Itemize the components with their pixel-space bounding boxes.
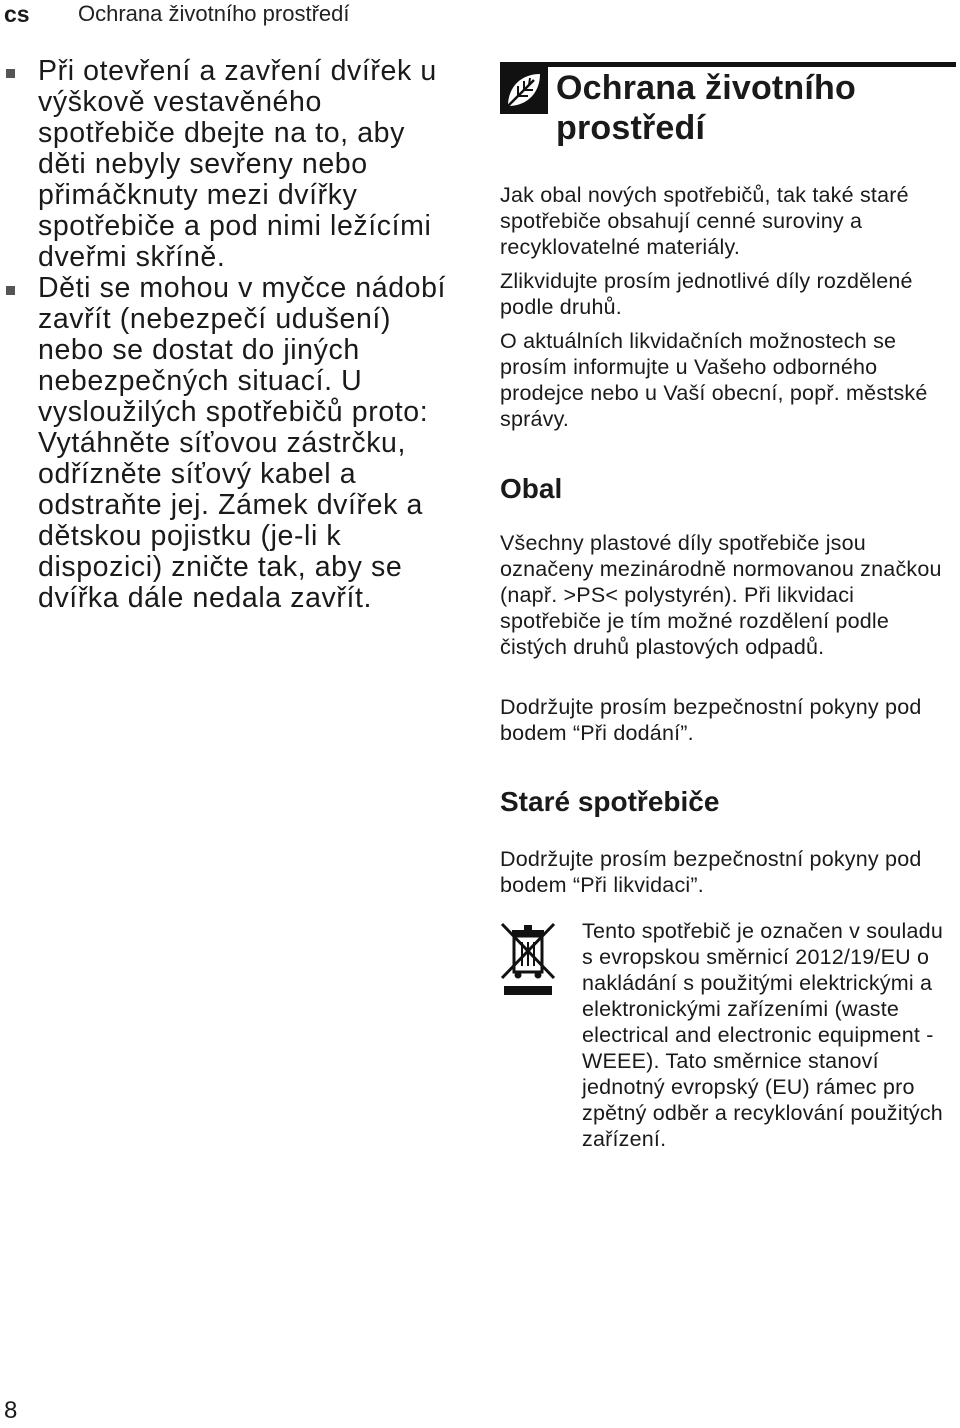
list-item-text: Při otevření a zavření dvířek u výškově vestavěného spotřebiče dbejte na to, aby děti nebyly sevřeny nebo přimáčknuty mezi dvířky spotřebiče a pod nimi ležícími dveřmi skříně. (38, 55, 437, 273)
paragraph: Zlikvidujte prosím jednotlivé díly rozdělené podle druhů. (500, 269, 913, 319)
paragraph: Dodržujte prosím bezpečnostní pokyny pod bodem “Při dodání”. (500, 695, 922, 745)
left-column (0, 56, 470, 614)
paragraph: Všechny plastové díly spotřebiče jsou označeny mezinárodně normovanou značkou (např. >PS< polystyrén). Při likvidaci spotřebiče je tím možné rozdělení podle čistých druhů plastových odpadů. (500, 531, 942, 659)
section-title: Ochrana životního prostředí (556, 69, 856, 147)
section-heading (500, 66, 960, 156)
square-bullet-icon (6, 69, 15, 78)
subheading-packaging: Obal (500, 473, 563, 504)
page-number: 8 (4, 1397, 18, 1424)
subheading-old-appliances: Staré spotřebiče (500, 786, 720, 817)
weee-paragraph: Tento spotřebič je označen v souladu s evropskou směrnicí 2012/19/EU o nakládání s použitými elektrickými a elektronickými zařízeními (waste electrical and electronic equipment - WEEE). Tato směrnice stanoví jednotný evropský (EU) rámec pro zpětný odběr a recyklování použitých zařízení. (582, 919, 943, 1151)
leaf-icon (500, 66, 548, 114)
list-item (0, 56, 470, 273)
running-header: Ochrana životního prostředí (78, 1, 350, 26)
paragraph: O aktuálních likvidačních možnostech se prosím informujte u Vašeho odborného prodejce nebo u Vaší obecní, popř. městské správy. (500, 329, 928, 431)
language-code: cs (4, 1, 30, 27)
list-item (0, 273, 470, 614)
paragraph: Jak obal nových spotřebičů, tak také staré spotřebiče obsahují cenné suroviny a recyklovatelné materiály. (500, 183, 909, 259)
paragraph: Dodržujte prosím bezpečnostní pokyny pod bodem “Při likvidaci”. (500, 847, 922, 897)
crossed-bin-icon (500, 920, 560, 1000)
square-bullet-icon (6, 286, 15, 295)
list-item-text: Děti se mohou v myčce nádobí zavřít (nebezpečí udušení) nebo se dostat do jiných nebezpečných situací. U vysloužilých spotřebičů proto: Vytáhněte síťovou zástrčku, odřízněte síťový kabel a odstraňte jej. Zámek dvířek a dětskou pojistku (je-li k dispozici) zničte tak, aby se dvířka dále nedala zavřít. (38, 272, 447, 614)
